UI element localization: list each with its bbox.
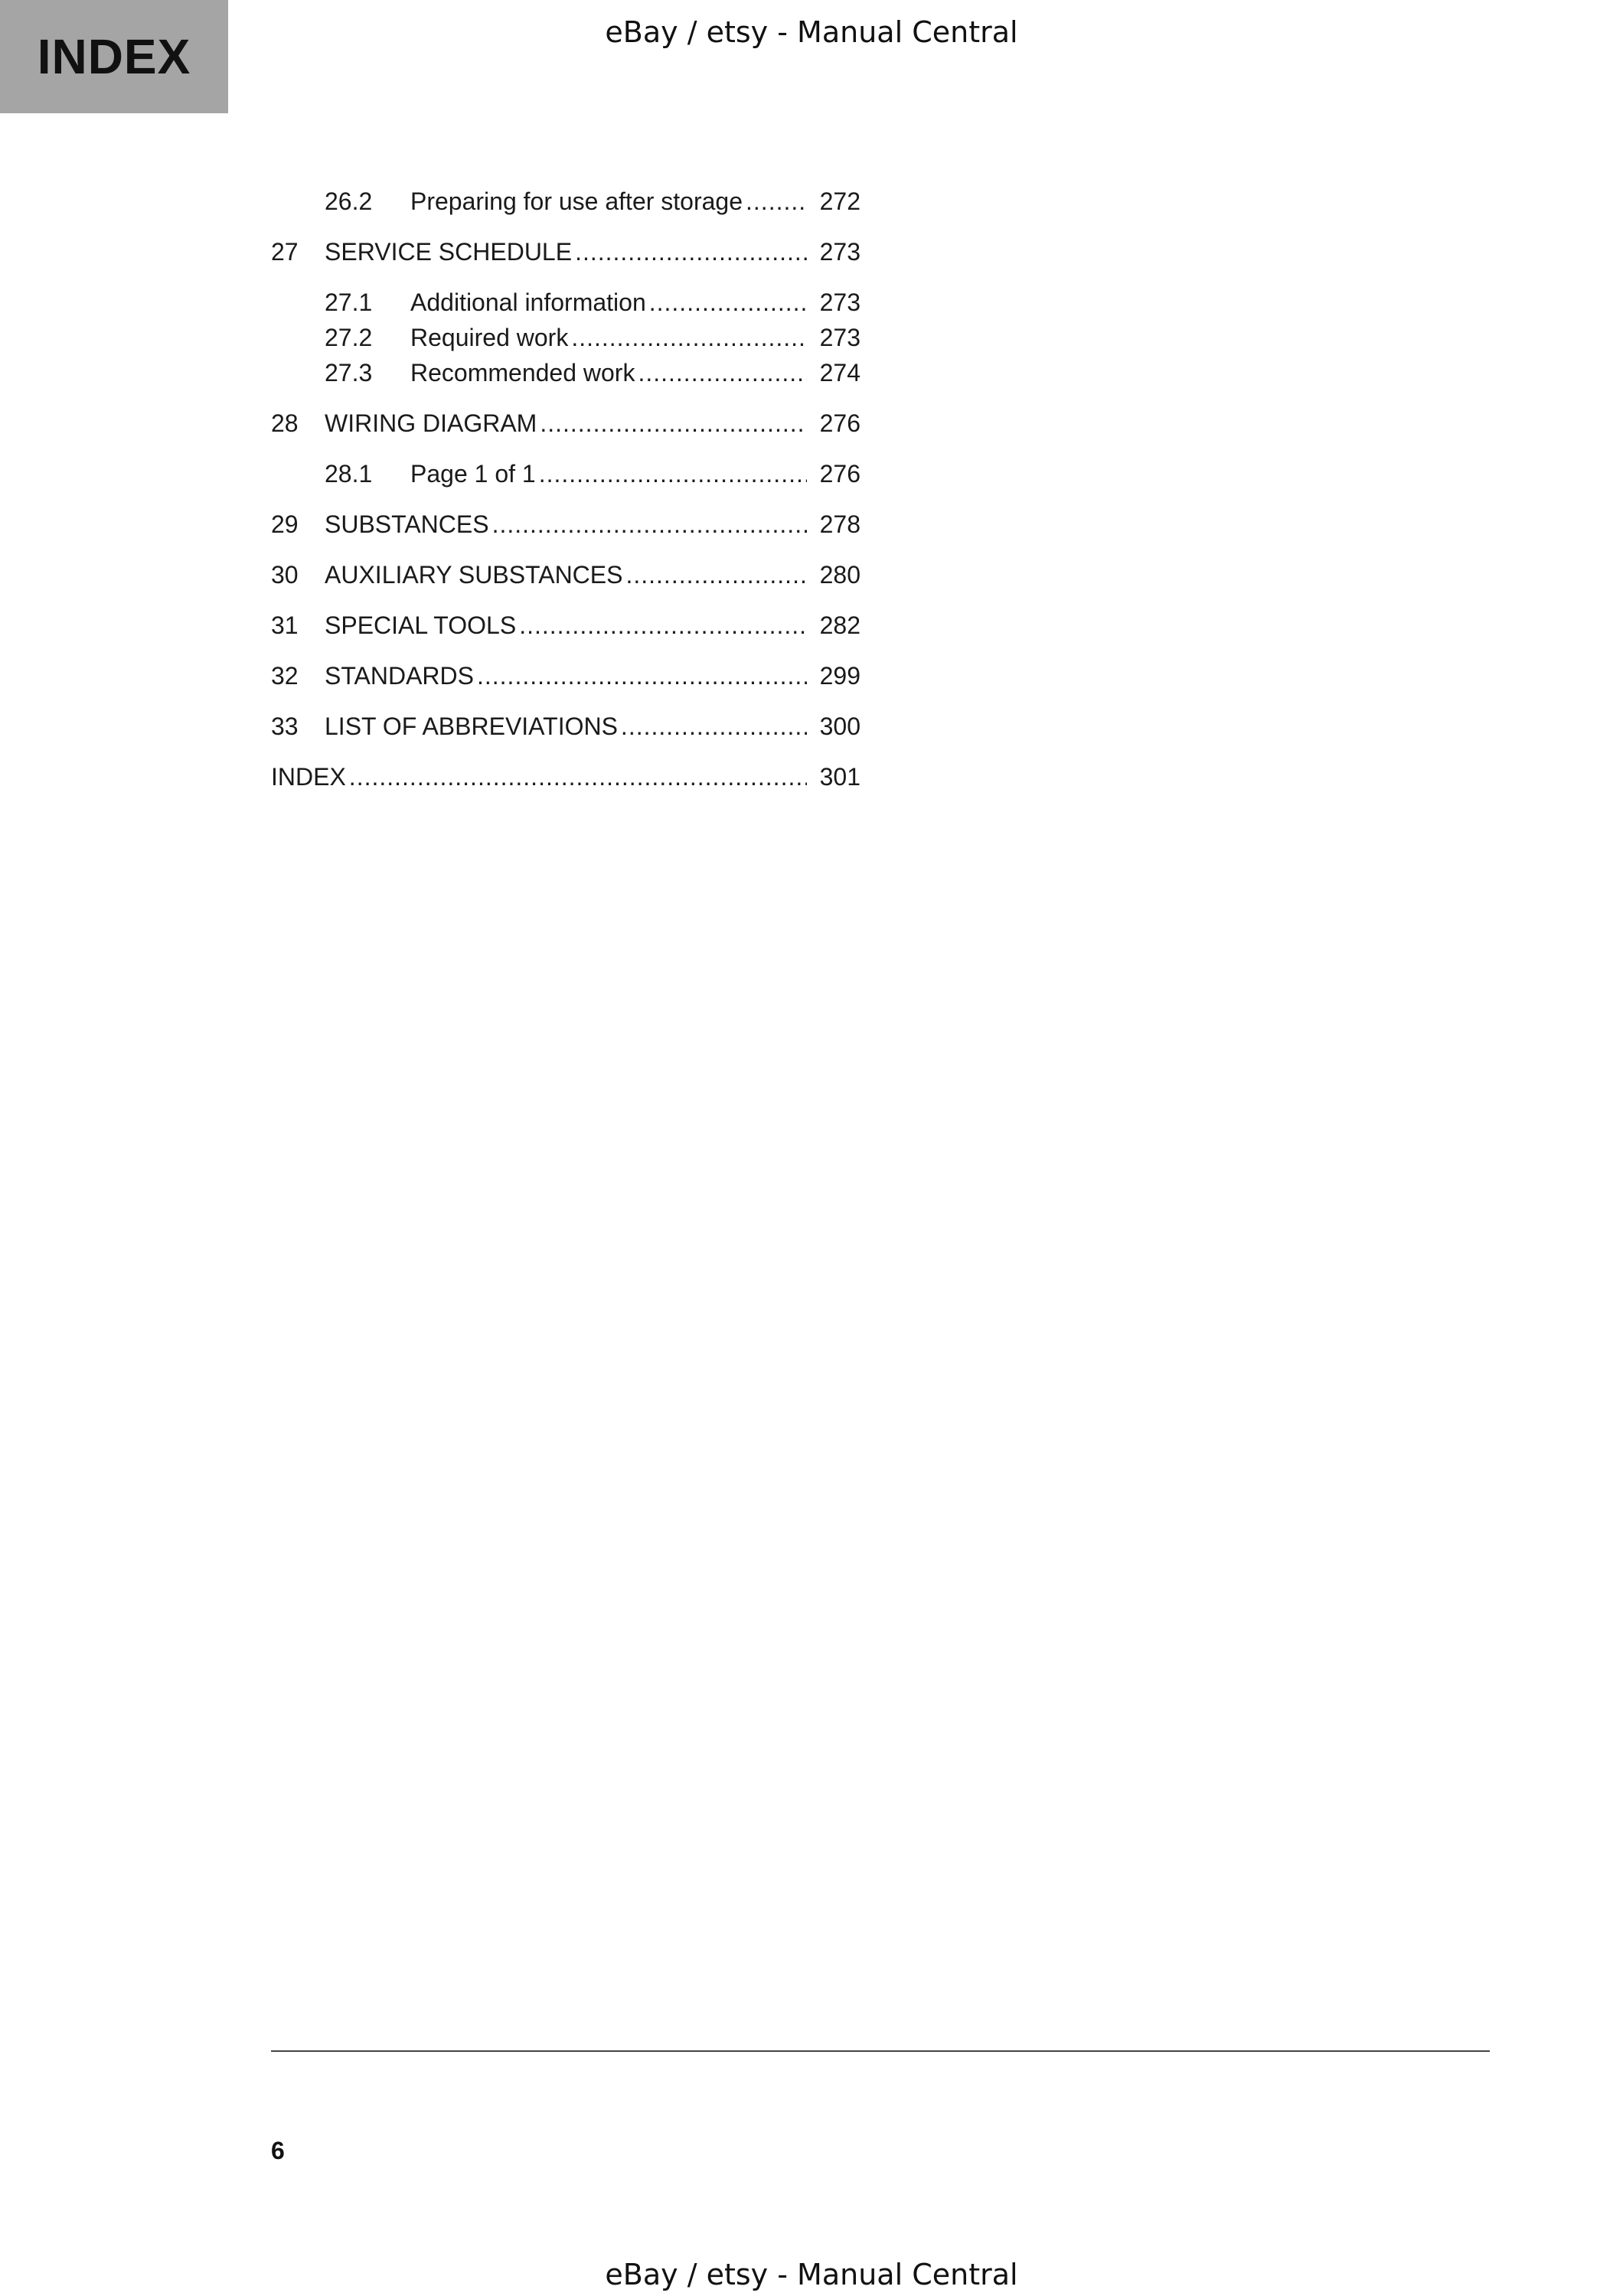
toc-leader-dots xyxy=(746,184,807,219)
toc-entry-title: SPECIAL TOOLS xyxy=(325,612,517,639)
toc-entry-title: AUXILIARY SUBSTANCES xyxy=(325,561,623,589)
toc-entry-title: Required work xyxy=(410,324,569,351)
toc-entry[interactable] xyxy=(271,557,860,592)
toc-entry-page: 280 xyxy=(819,561,860,589)
toc-entry-page: 276 xyxy=(819,460,860,488)
toc-leader-dots xyxy=(492,507,807,542)
toc-entry-page: 272 xyxy=(819,188,860,215)
toc-entry-title: WIRING DIAGRAM xyxy=(325,409,537,437)
toc-entry[interactable] xyxy=(271,355,860,390)
watermark-top: eBay / etsy - Manual Central xyxy=(605,15,1018,49)
toc-entry[interactable] xyxy=(271,285,860,320)
toc-entry[interactable] xyxy=(271,184,860,219)
footer-divider xyxy=(271,2050,1490,2052)
toc-entry-page: 273 xyxy=(819,289,860,316)
toc-entry-title: Preparing for use after storage xyxy=(410,188,743,215)
toc-entry-number: 32 xyxy=(271,662,299,690)
section-tab-label: INDEX xyxy=(37,29,191,84)
toc-entry-number: 28 xyxy=(271,409,299,437)
toc-entry[interactable] xyxy=(271,320,860,355)
toc-leader-dots xyxy=(477,658,807,693)
toc-entry-title: SERVICE SCHEDULE xyxy=(325,238,573,266)
toc-leader-dots xyxy=(638,355,807,390)
toc-entry-number: 26.2 xyxy=(325,188,373,215)
toc-leader-dots xyxy=(519,608,807,643)
toc-entry-title: STANDARDS xyxy=(325,662,474,690)
toc-entry-number: 28.1 xyxy=(325,460,373,488)
toc-entry-title: INDEX xyxy=(271,763,346,791)
toc-leader-dots xyxy=(621,709,807,744)
toc-entry-page: 273 xyxy=(819,238,860,266)
toc-leader-dots xyxy=(571,320,807,355)
toc-leader-dots xyxy=(539,456,807,491)
toc-entry-title: Recommended work xyxy=(410,359,635,386)
toc-entry[interactable] xyxy=(271,608,860,643)
toc-entry-number: 30 xyxy=(271,561,299,589)
toc-entry-number: 29 xyxy=(271,510,299,538)
toc-entry[interactable] xyxy=(271,658,860,693)
table-of-contents xyxy=(271,184,860,794)
toc-entry-page: 273 xyxy=(819,324,860,351)
toc-entry-number: 27 xyxy=(271,238,299,266)
toc-entry-page: 301 xyxy=(819,763,860,791)
toc-entry-title: Page 1 of 1 xyxy=(410,460,536,488)
toc-leader-dots xyxy=(625,557,807,592)
toc-entry-title: Additional information xyxy=(410,289,646,316)
toc-entry[interactable] xyxy=(271,456,860,491)
toc-entry[interactable] xyxy=(271,507,860,542)
toc-leader-dots xyxy=(540,406,807,441)
toc-entry-page: 276 xyxy=(819,409,860,437)
toc-entry-number: 31 xyxy=(271,612,299,639)
toc-entry[interactable] xyxy=(271,709,860,744)
toc-entry[interactable] xyxy=(271,234,860,269)
toc-entry-number: 27.2 xyxy=(325,324,373,351)
toc-entry-title: LIST OF ABBREVIATIONS xyxy=(325,713,618,740)
toc-leader-dots xyxy=(349,759,807,794)
toc-entry-page: 300 xyxy=(819,713,860,740)
toc-entry-number: 33 xyxy=(271,713,299,740)
toc-entry-page: 282 xyxy=(819,612,860,639)
toc-leader-dots xyxy=(575,234,807,269)
toc-entry[interactable] xyxy=(271,759,860,794)
toc-leader-dots xyxy=(649,285,807,320)
toc-entry-page: 278 xyxy=(819,510,860,538)
watermark-bottom: eBay / etsy - Manual Central xyxy=(605,2258,1018,2291)
toc-entry-number: 27.3 xyxy=(325,359,373,386)
toc-entry-title: SUBSTANCES xyxy=(325,510,489,538)
toc-entry-number: 27.1 xyxy=(325,289,373,316)
toc-entry-page: 299 xyxy=(819,662,860,690)
toc-entry-page: 274 xyxy=(819,359,860,386)
toc-entry[interactable] xyxy=(271,406,860,441)
page-number: 6 xyxy=(271,2137,285,2164)
